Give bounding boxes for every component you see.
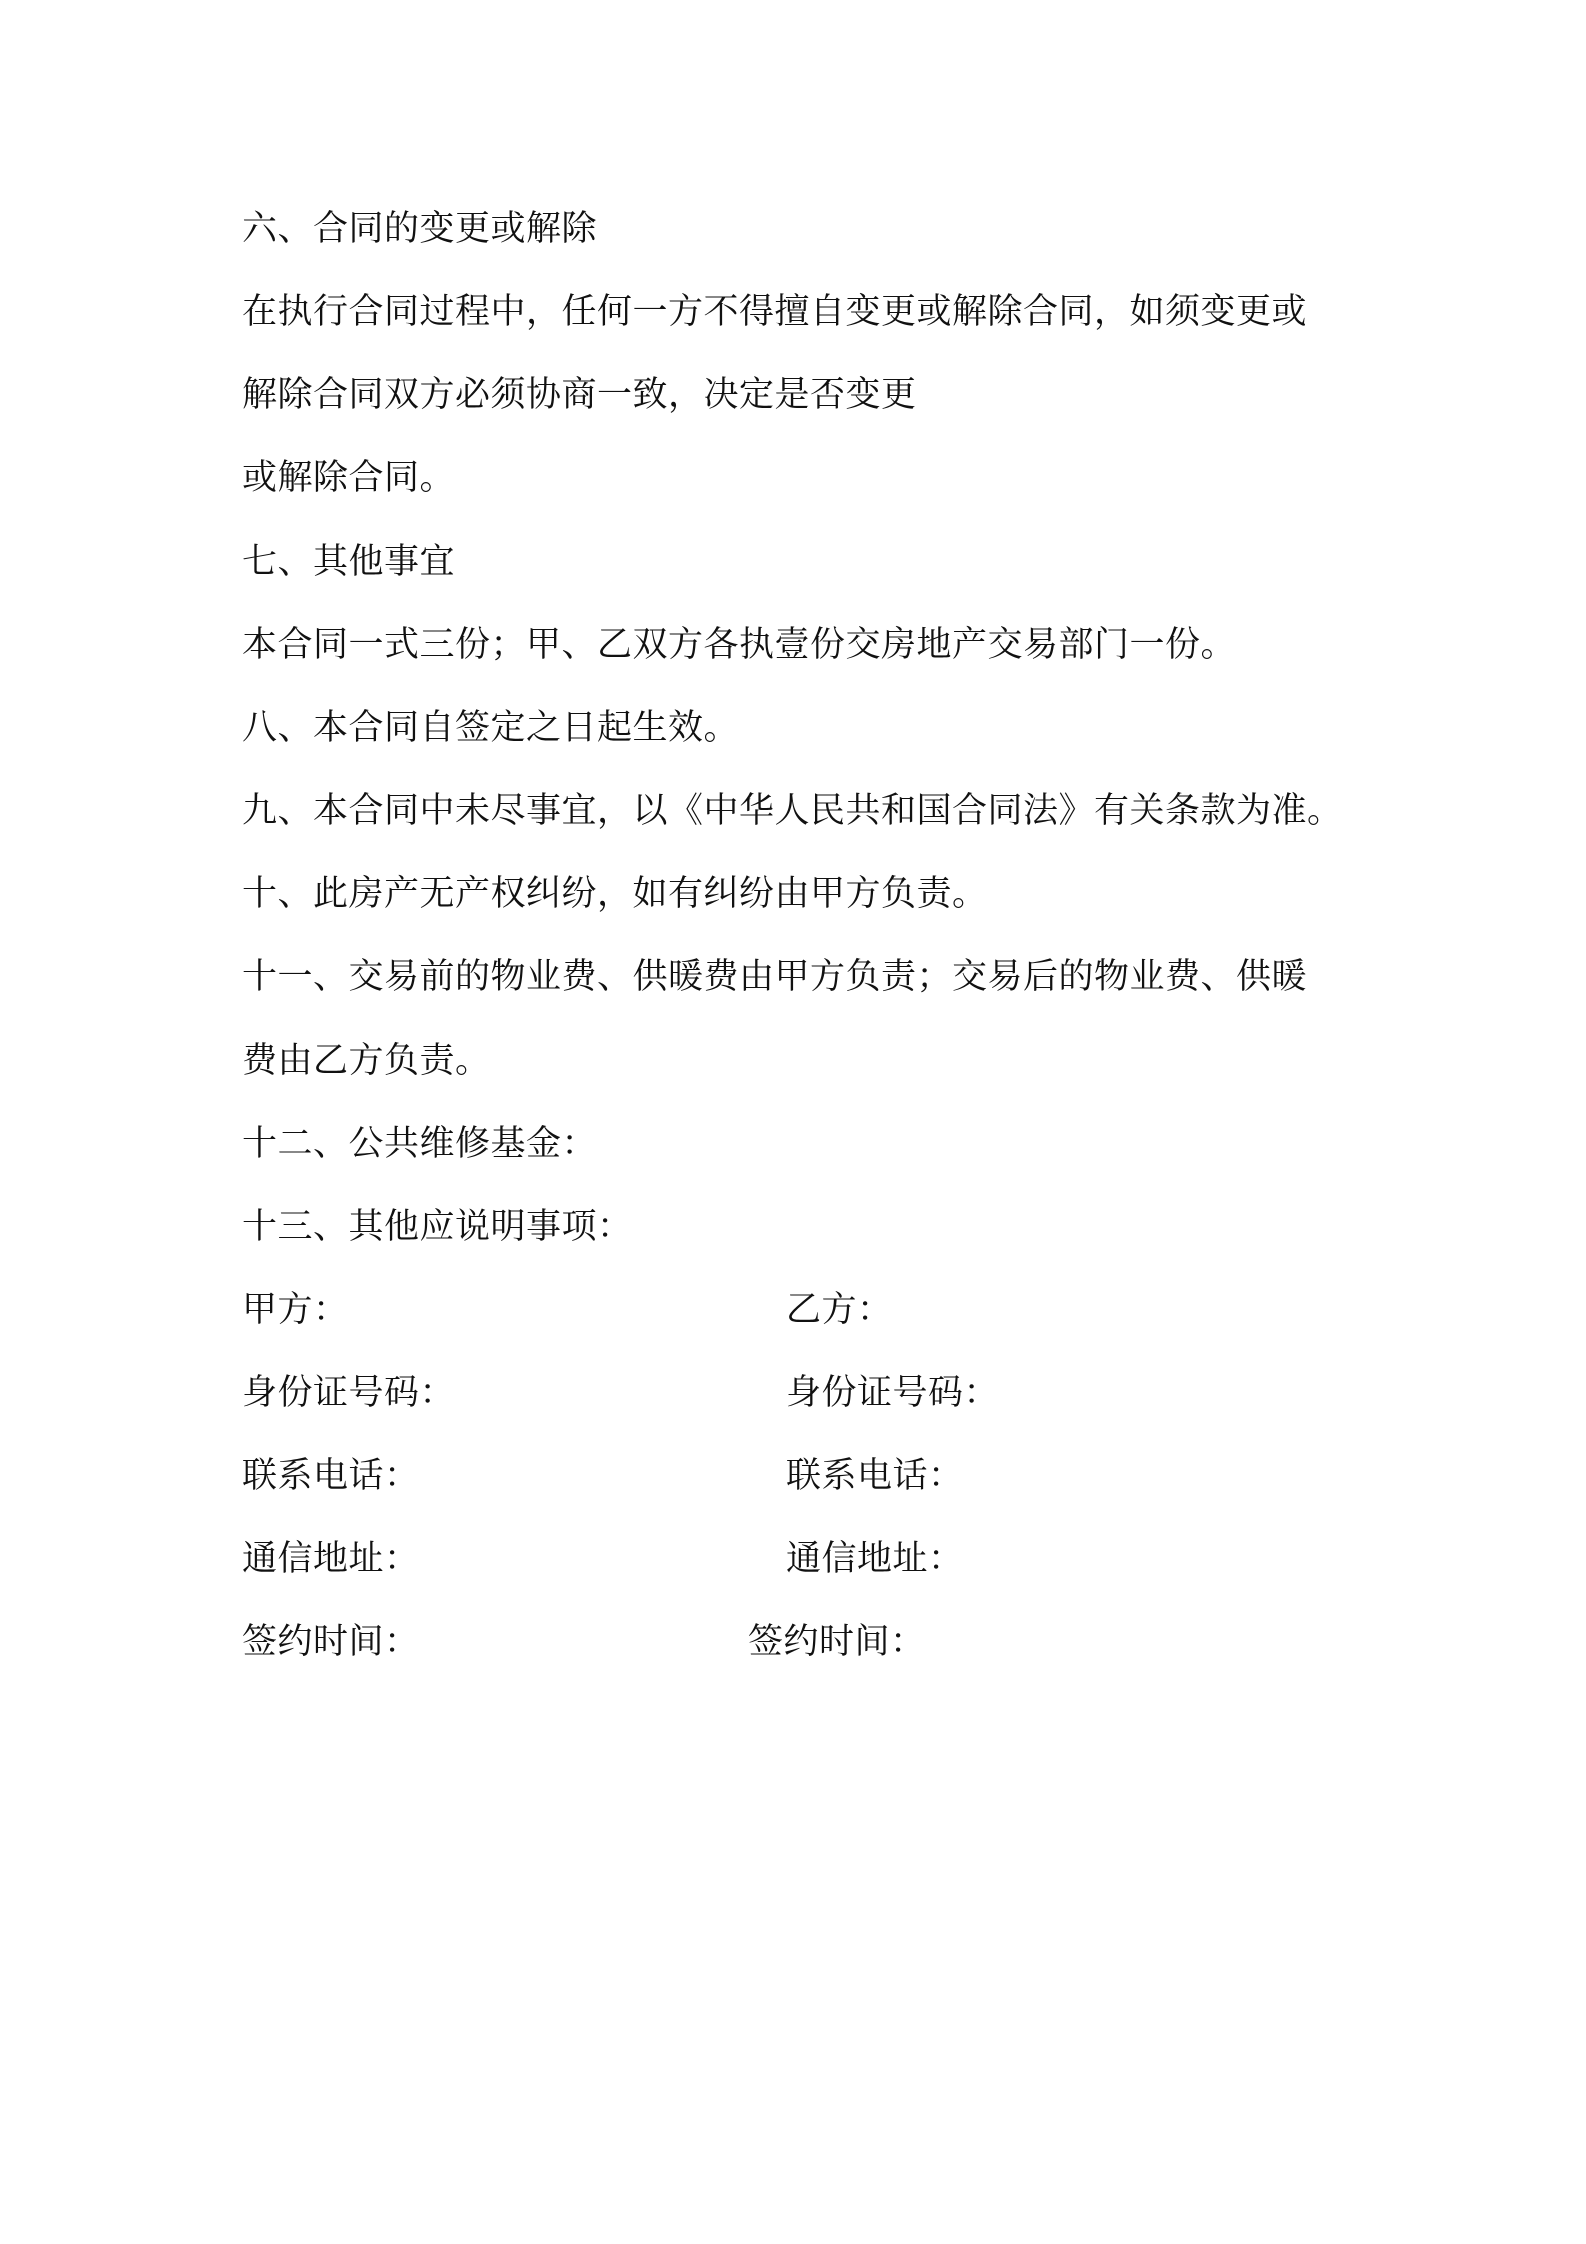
party-b-sign-time-label: 签约时间： — [748, 1622, 926, 1662]
party-b-name-label: 乙方： — [786, 1290, 893, 1330]
section-10: 十、此房产无产权纠纷，如有纠纷由甲方负责。 — [242, 874, 988, 914]
section-12: 十二、公共维修基金： — [242, 1124, 598, 1164]
party-a-address-label: 通信地址： — [242, 1539, 420, 1579]
section-6-heading: 六、合同的变更或解除 — [242, 209, 598, 249]
section-7-text: 本合同一式三份；甲、乙双方各执壹份交房地产交易部门一份。 — [242, 625, 1237, 665]
party-a-id-label: 身份证号码： — [242, 1373, 456, 1413]
party-b-phone-label: 联系电话： — [786, 1456, 964, 1496]
section-6-text-line-1: 在执行合同过程中，任何一方不得擅自变更或解除合同，如须变更或 — [242, 292, 1308, 332]
section-11-line-2: 费由乙方负责。 — [242, 1041, 491, 1081]
party-a-name-label: 甲方： — [242, 1290, 349, 1330]
party-b-address-label: 通信地址： — [786, 1539, 964, 1579]
section-9: 九、本合同中未尽事宜，以《中华人民共和国合同法》有关条款为准。 — [242, 791, 1343, 831]
section-13: 十三、其他应说明事项： — [242, 1207, 633, 1247]
section-6-text-line-3: 或解除合同。 — [242, 458, 456, 498]
section-8: 八、本合同自签定之日起生效。 — [242, 708, 740, 748]
party-b-id-label: 身份证号码： — [786, 1373, 1000, 1413]
party-a-sign-time-label: 签约时间： — [242, 1622, 420, 1662]
section-7-heading: 七、其他事宜 — [242, 542, 456, 582]
section-11-line-1: 十一、交易前的物业费、供暖费由甲方负责；交易后的物业费、供暖 — [242, 957, 1308, 997]
party-a-phone-label: 联系电话： — [242, 1456, 420, 1496]
section-6-text-line-2: 解除合同双方必须协商一致，决定是否变更 — [242, 375, 917, 415]
